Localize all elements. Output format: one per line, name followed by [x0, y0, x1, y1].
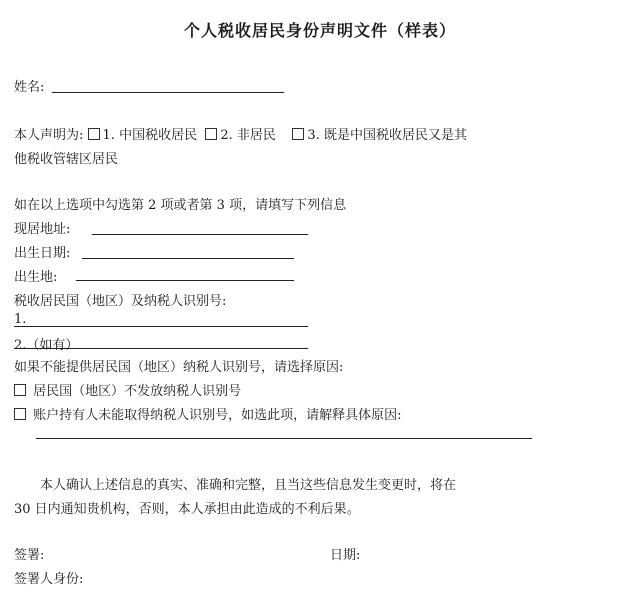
reason2-label: 账户持有人未能取得纳税人识别号，如选此项，请解释具体原因: [33, 408, 402, 423]
checkbox-reason1[interactable] [14, 384, 26, 396]
name-field-line[interactable] [52, 92, 284, 93]
reason-prompt: 如果不能提供居民国（地区）纳税人识别号，请选择原因: [14, 360, 344, 375]
checkbox-option2[interactable] [205, 128, 217, 140]
tin-line-1[interactable] [14, 326, 308, 327]
reason-row-1 [14, 380, 241, 399]
option1-label: 1. 中国税收居民 [102, 128, 198, 143]
tin-item-1: 1. [14, 312, 27, 327]
name-label: 姓名: [14, 80, 45, 95]
tin-item-2: 2.（如有） [14, 338, 79, 353]
signature-label: 签署: [14, 548, 45, 563]
reason1-label: 居民国（地区）不发放纳税人识别号 [33, 384, 242, 399]
tax-residence-label: 税收居民国（地区）及纳税人识别号: [14, 294, 227, 309]
declaration-row [14, 124, 467, 143]
current-address-line[interactable] [92, 234, 308, 235]
reason-row-2 [14, 404, 402, 423]
birth-place-line[interactable] [76, 280, 294, 281]
signer-id-label: 签署人身份: [14, 572, 84, 587]
option2-label: 2. 非居民 [220, 128, 276, 143]
birth-date-label: 出生日期: [14, 246, 71, 261]
checkbox-option1[interactable] [88, 128, 100, 140]
checkbox-reason2[interactable] [14, 408, 26, 420]
birth-place-label: 出生地: [14, 270, 58, 285]
birth-date-line[interactable] [82, 258, 294, 259]
date-label: 日期: [330, 548, 361, 563]
confirm-line-1: 本人确认上述信息的真实、准确和完整，且当这些信息发生变更时，将在 [40, 478, 457, 493]
declare-label: 本人声明为: [14, 128, 84, 143]
reason-explanation-line[interactable] [36, 438, 532, 439]
option3-continued: 他税收管辖区居民 [14, 152, 119, 167]
current-address-label: 现居地址: [14, 222, 71, 237]
checkbox-option3[interactable] [292, 128, 304, 140]
confirm-line-2: 30 日内通知贵机构，否则，本人承担由此造成的不利后果。 [14, 502, 360, 517]
option3-label: 3. 既是中国税收居民又是其 [307, 128, 467, 143]
document-title: 个人税收居民身份声明文件（样表） [183, 21, 456, 40]
tin-line-2[interactable] [14, 348, 308, 349]
instruction-text: 如在以上选项中勾选第 2 项或者第 3 项，请填写下列信息 [14, 198, 347, 213]
